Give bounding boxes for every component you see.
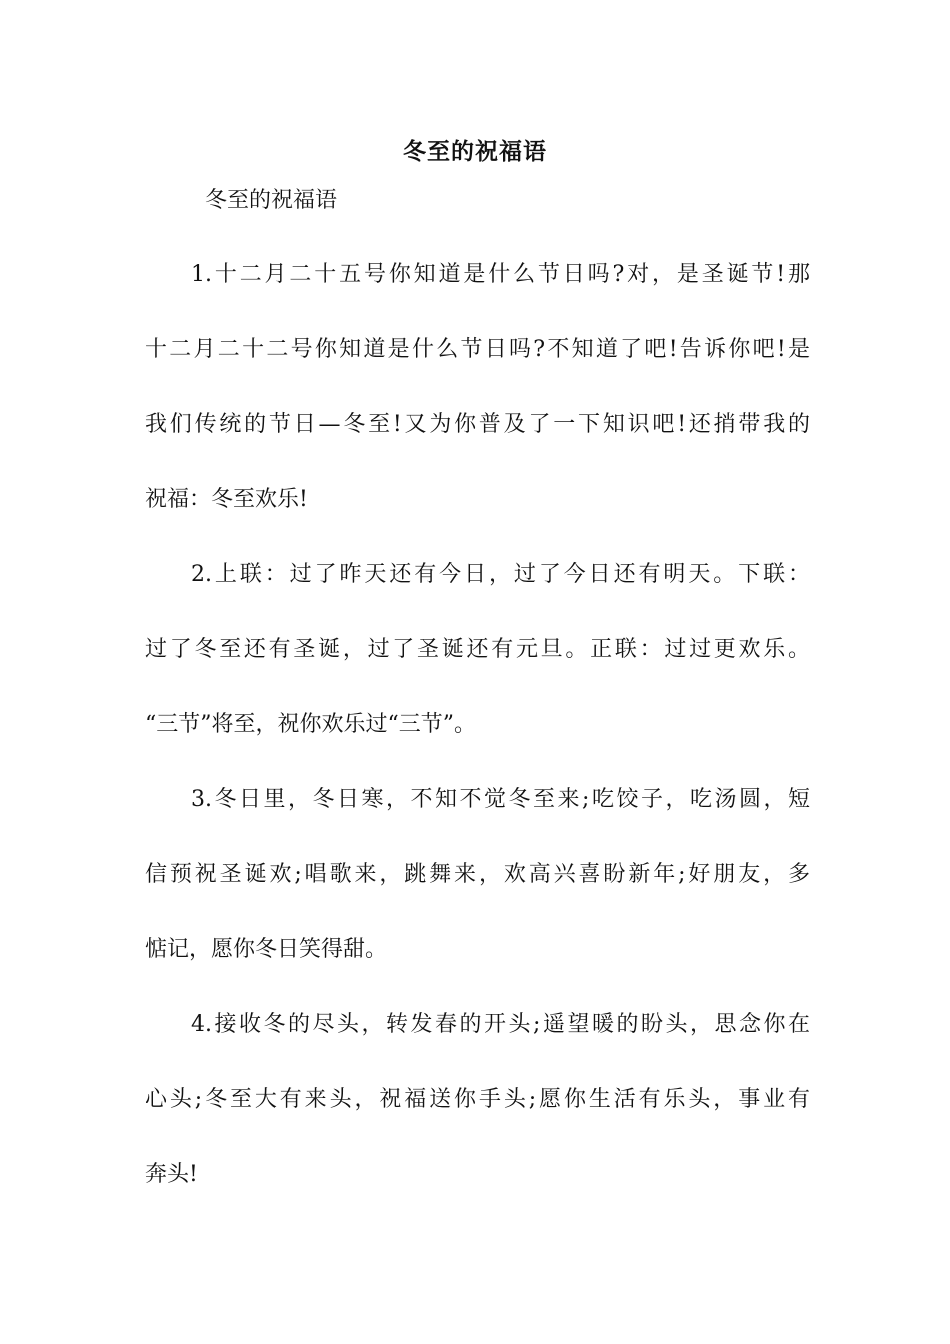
document-title: 冬至的祝福语	[403, 138, 547, 165]
paragraph-3-line-2: 信预祝圣诞欢;唱歌来，跳舞来，欢高兴喜盼新年;好朋友，多	[145, 862, 810, 887]
paragraph-1-line-1: 1.十二月二十五号你知道是什么节日吗?对，是圣诞节!那	[191, 262, 810, 287]
paragraph-2-line-2: 过了冬至还有圣诞，过了圣诞还有元旦。正联：过过更欢乐。	[145, 637, 810, 662]
paragraph-4-line-2: 心头;冬至大有来头，祝福送你手头;愿你生活有乐头，事业有	[145, 1087, 810, 1112]
paragraph-2-line-1: 2.上联：过了昨天还有今日，过了今日还有明天。下联：	[191, 562, 810, 587]
paragraph-1-line-3: 我们传统的节日—冬至!又为你普及了一下知识吧!还捎带我的	[145, 412, 810, 437]
paragraph-4-line-1: 4.接收冬的尽头，转发春的开头;遥望暖的盼头，思念你在	[191, 1012, 810, 1037]
document-subtitle: 冬至的祝福语	[205, 188, 338, 213]
paragraph-3-line-1: 3.冬日里，冬日寒，不知不觉冬至来;吃饺子，吃汤圆，短	[191, 787, 810, 812]
paragraph-3-line-3: 惦记，愿你冬日笑得甜。	[145, 937, 388, 962]
paragraph-2-line-3: “三节”将至，祝你欢乐过“三节”。	[145, 712, 476, 737]
paragraph-4-line-3: 奔头!	[145, 1162, 198, 1187]
paragraph-1-line-2: 十二月二十二号你知道是什么节日吗?不知道了吧!告诉你吧!是	[145, 337, 810, 362]
paragraph-1-line-4: 祝福：冬至欢乐!	[145, 487, 308, 512]
